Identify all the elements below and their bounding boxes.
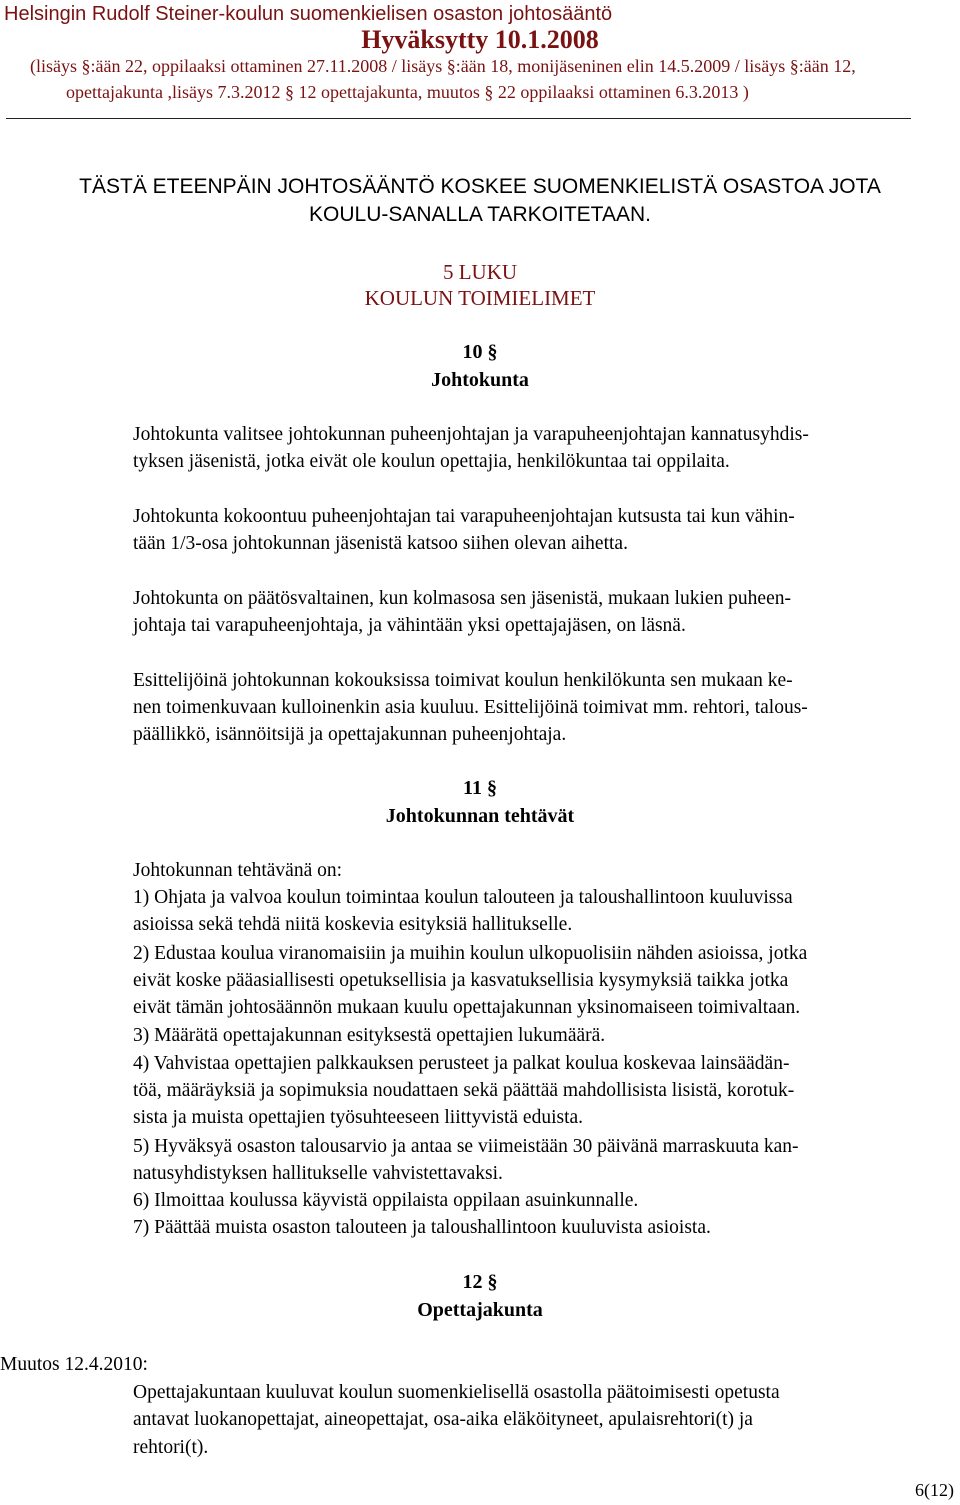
- list-line: sista ja muista opettajien työsuhteeseen liittyvistä eduista.: [133, 1107, 584, 1128]
- section-10-title: Johtokunta: [431, 369, 529, 391]
- paragraph-line: Esittelijöinä johtokunnan kokouksissa toimivat koulun henkilökunta sen mukaan ke-: [133, 670, 793, 691]
- notice-line-1: TÄSTÄ ETEENPÄIN JOHTOSÄÄNTÖ KOSKEE SUOMENKIELISTÄ OSASTOA JOTA: [79, 175, 881, 198]
- list-line: töä, määräyksiä ja sopimuksia noudattaen sekä päättää mahdollisista lisistä, korotuk-: [133, 1080, 795, 1101]
- list-line: asioissa sekä tehdä niitä koskevia esityksiä hallitukselle.: [133, 914, 573, 935]
- list-line: 1) Ohjata ja valvoa koulun toimintaa koulun talouteen ja taloushallintoon kuuluvissa: [133, 887, 793, 908]
- paragraph-line: tyksen jäsenistä, jotka eivät ole koulun opettajia, henkilökuntaa tai oppilaita.: [133, 451, 730, 472]
- list-line: eivät koske pääasiallisesti opetuksellisia ja kasvatuksellisia kysymyksiä taikka jotka: [133, 970, 789, 991]
- section-10-number: 10 §: [462, 341, 498, 363]
- list-line: 5) Hyväksyä osaston talousarvio ja antaa se viimeistään 30 päivänä marraskuuta kan-: [133, 1136, 799, 1157]
- list-line: 6) Ilmoittaa koulussa käyvistä oppilaista oppilaan asuinkunnalle.: [133, 1190, 639, 1211]
- amendment-label: Muutos 12.4.2010:: [0, 1354, 148, 1375]
- amendment-line-1: (lisäys §:ään 22, oppilaaksi ottaminen 27.11.2008 / lisäys §:ään 18, monijäseninen elin 14.5.2009 / lisäys §:ään 12,: [30, 56, 856, 76]
- chapter-number: 5 LUKU: [442, 260, 518, 284]
- notice-line-2: KOULU-SANALLA TARKOITETAAN.: [309, 203, 651, 226]
- paragraph-line: antavat luokanopettajat, aineopettajat, osa-aika eläköityneet, apulaisrehtori(t) ja: [133, 1409, 753, 1430]
- list-line: 7) Päättää muista osaston talouteen ja taloushallintoon kuuluvista asioista.: [133, 1217, 711, 1238]
- section-12-title: Opettajakunta: [417, 1299, 543, 1321]
- section-12-number: 12 §: [462, 1271, 498, 1293]
- paragraph-line: Opettajakuntaan kuuluvat koulun suomenkielisellä osastolla päätoimisesti opetusta: [133, 1382, 780, 1403]
- paragraph-line: johtaja tai varapuheenjohtaja, ja vähintään yksi opettajajäsen, on läsnä.: [133, 615, 686, 636]
- paragraph-line: rehtori(t).: [133, 1437, 209, 1458]
- paragraph-line: nen toimenkuvaan kulloinenkin asia kuuluu. Esittelijöinä toimivat mm. rehtori, talous-: [133, 697, 808, 718]
- approval-date: Hyväksytty 10.1.2008: [361, 25, 599, 54]
- list-line: 4) Vahvistaa opettajien palkkauksen perusteet ja palkat koulua koskevaa lainsäädän-: [133, 1053, 790, 1074]
- section-11-number: 11 §: [463, 777, 497, 799]
- list-line: Johtokunnan tehtävänä on:: [133, 860, 343, 881]
- amendment-line-2: opettajakunta ,lisäys 7.3.2012 § 12 opettajakunta, muutos § 22 oppilaaksi ottaminen 6.3.2013 ): [66, 82, 749, 102]
- chapter-title: KOULUN TOIMIELIMET: [364, 286, 596, 310]
- list-line: natusyhdistyksen hallitukselle vahvistettavaksi.: [133, 1163, 503, 1184]
- paragraph-line: päällikkö, isännöitsijä ja opettajakunnan puheenjohtaja.: [133, 724, 567, 745]
- page-number: 6(12): [915, 1480, 954, 1500]
- list-line: 3) Määrätä opettajakunnan esityksestä opettajien lukumäärä.: [133, 1025, 606, 1046]
- paragraph-line: tään 1/3-osa johtokunnan jäsenistä katsoo siihen olevan aihetta.: [133, 533, 628, 554]
- section-11-title: Johtokunnan tehtävät: [385, 805, 575, 827]
- paragraph-line: Johtokunta kokoontuu puheenjohtajan tai varapuheenjohtajan kutsusta tai kun vähin-: [133, 506, 795, 527]
- paragraph-line: Johtokunta on päätösvaltainen, kun kolmasosa sen jäsenistä, mukaan lukien puheen-: [133, 588, 791, 609]
- document-header-title: Helsingin Rudolf Steiner-koulun suomenkielisen osaston johtosääntö: [4, 3, 613, 25]
- header-rule: [6, 118, 911, 119]
- list-line: eivät tämän johtosäännön mukaan kuulu opettajakunnan yksinomaiseen toimivaltaan.: [133, 997, 801, 1018]
- list-line: 2) Edustaa koulua viranomaisiin ja muihin koulun ulkopuolisiin nähden asioissa, jotka: [133, 943, 808, 964]
- paragraph-line: Johtokunta valitsee johtokunnan puheenjohtajan ja varapuheenjohtajan kannatusyhdis-: [133, 424, 809, 445]
